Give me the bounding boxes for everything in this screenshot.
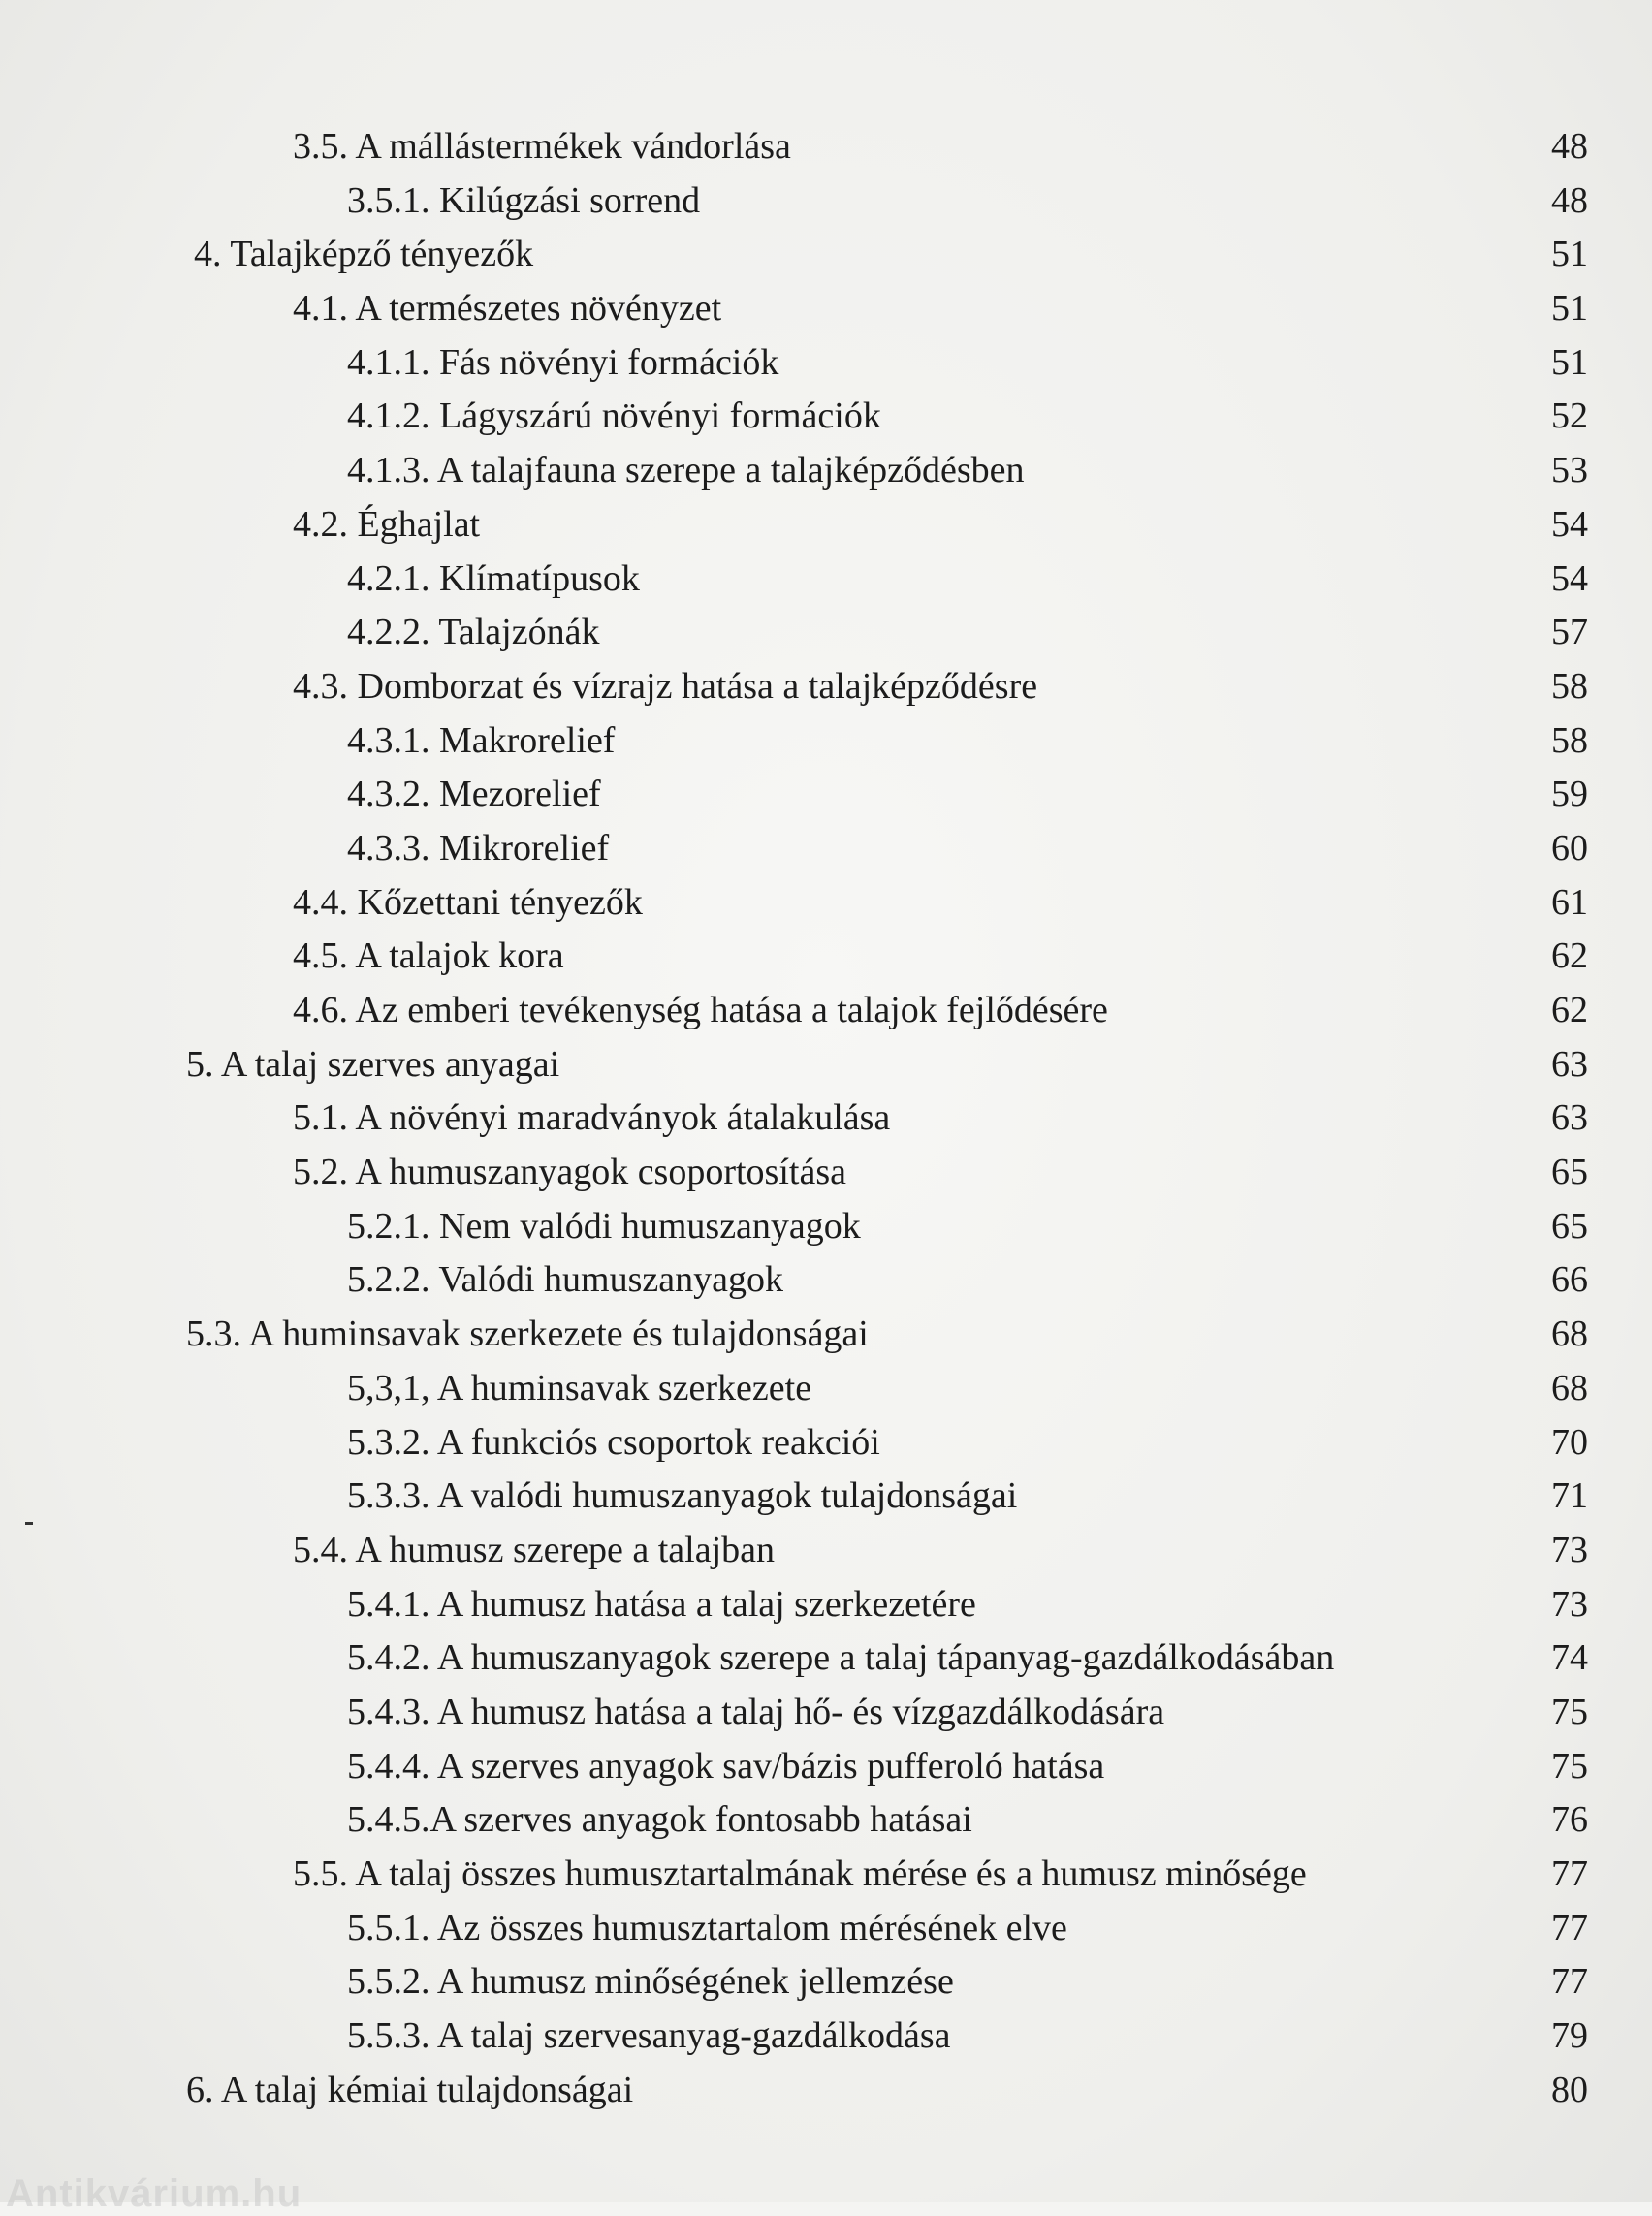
toc-entry [0, 984, 1652, 1038]
toc-entry [0, 553, 1652, 607]
toc-entry-page: 48 [1551, 179, 1588, 221]
toc-entry-page: 75 [1551, 1745, 1588, 1787]
toc-entry [0, 2010, 1652, 2064]
toc-entry [0, 1631, 1652, 1686]
toc-entry-page: 73 [1551, 1583, 1588, 1625]
toc-entry [0, 1524, 1652, 1578]
stray-mark [25, 1522, 33, 1525]
toc-entry-page: 65 [1551, 1205, 1588, 1247]
toc-entry-page: 62 [1551, 990, 1588, 1030]
toc-entry-title: 5,3,1, A huminsavak szerkezete [347, 1367, 812, 1409]
toc-entry-page: 77 [1551, 1907, 1588, 1948]
toc-entry-title: 4. Talajképző tényezők [194, 234, 534, 275]
toc-entry-page: 63 [1551, 1043, 1588, 1085]
toc-entry [0, 1470, 1652, 1524]
toc-entry-title: 5.3. A huminsavak szerkezete és tulajdonságai [186, 1314, 869, 1355]
toc-entry-title: 4.1.1. Fás növényi formációk [347, 341, 779, 383]
toc-entry [0, 120, 1652, 174]
toc-entry [0, 714, 1652, 769]
toc-entry [0, 1955, 1652, 2010]
toc-entry-page: 68 [1551, 1367, 1588, 1409]
toc-entry-page: 58 [1551, 719, 1588, 761]
toc-entry-page: 77 [1551, 1853, 1588, 1894]
toc-entry-page: 52 [1551, 396, 1588, 437]
toc-entry-page: 73 [1551, 1529, 1588, 1570]
toc-entry-page: 48 [1551, 126, 1588, 167]
toc-entry-title: 5.4.5.A szerves anyagok fontosabb hatásai [347, 1799, 972, 1841]
toc-entry [0, 660, 1652, 714]
toc-entry-page: 61 [1551, 881, 1588, 923]
toc-entry-title: 6. A talaj kémiai tulajdonságai [186, 2069, 634, 2110]
toc-entry [0, 876, 1652, 931]
toc-entry [0, 606, 1652, 660]
toc-entry-page: 74 [1551, 1637, 1588, 1679]
toc-entry [0, 2064, 1652, 2118]
toc-entry-page: 79 [1551, 2015, 1588, 2057]
toc-entry [0, 1902, 1652, 1956]
toc-entry-title: 5.4.4. A szerves anyagok sav/bázis pufferoló hatása [347, 1745, 1105, 1787]
toc-entry-page: 54 [1551, 557, 1588, 599]
toc-entry-page: 66 [1551, 1259, 1588, 1301]
toc-entry-page: 60 [1551, 827, 1588, 869]
toc-entry-page: 68 [1551, 1314, 1588, 1355]
toc-entry-page: 65 [1551, 1152, 1588, 1193]
toc-entry-title: 4.3. Domborzat és vízrajz hatása a talajképződésre [293, 665, 1038, 707]
toc-entry [0, 1308, 1652, 1362]
toc-entry-page: 75 [1551, 1691, 1588, 1732]
toc-entry-page: 58 [1551, 665, 1588, 707]
toc-entry-title: 5.4. A humusz szerepe a talajban [293, 1529, 776, 1570]
toc-entry-title: 4.1.3. A talajfauna szerepe a talajképződésben [347, 450, 1025, 491]
toc-entry-title: 5.4.1. A humusz hatása a talaj szerkezetére [347, 1583, 976, 1625]
toc-entry-title: 3.5. A mállástermékek vándorlása [293, 126, 791, 167]
toc-entry [0, 336, 1652, 391]
toc-entry-title: 5.4.3. A humusz hatása a talaj hő- és vízgazdálkodására [347, 1691, 1165, 1732]
toc-entry-page: 77 [1551, 1961, 1588, 2003]
toc-entry-title: 4.3.3. Mikrorelief [347, 827, 610, 869]
toc-entry-page: 51 [1551, 288, 1588, 330]
toc-entry [0, 1740, 1652, 1794]
toc-entry-title: 5.1. A növényi maradványok átalakulása [293, 1097, 891, 1139]
toc-entry-page: 59 [1551, 774, 1588, 815]
toc-entry [0, 822, 1652, 876]
toc-entry [0, 1200, 1652, 1254]
toc-entry-title: 5.5.3. A talaj szervesanyag-gazdálkodása [347, 2015, 951, 2057]
toc-entry-title: 5.5.2. A humusz minőségének jellemzése [347, 1961, 954, 2003]
toc-entry-page: 54 [1551, 503, 1588, 545]
toc-entry-title: 5.2. A humuszanyagok csoportosítása [293, 1152, 846, 1193]
toc-entry-title: 4.1. A természetes növényzet [293, 288, 722, 330]
toc-entry-title: 4.2.1. Klímatípusok [347, 557, 640, 599]
watermark: Antikvárium.hu [6, 2172, 302, 2215]
toc-entry [0, 1793, 1652, 1848]
toc-entry-page: 70 [1551, 1421, 1588, 1463]
toc-entry-title: 5. A talaj szerves anyagai [186, 1043, 560, 1085]
toc-entry [0, 1416, 1652, 1471]
toc-entry [0, 444, 1652, 498]
toc-entry [0, 282, 1652, 336]
toc-entry-page: 63 [1551, 1097, 1588, 1139]
toc-entry [0, 1092, 1652, 1146]
toc-entry-title: 4.4. Kőzettani tényezők [293, 881, 643, 923]
toc-entry [0, 1848, 1652, 1902]
toc-entry [0, 228, 1652, 282]
toc-entry-title: 5.4.2. A humuszanyagok szerepe a talaj tápanyag-gazdálkodásában [347, 1637, 1335, 1679]
toc-entry-title: 5.5.1. Az összes humusztartalom mérésének elve [347, 1907, 1067, 1948]
toc-entry-title: 4.3.2. Mezorelief [347, 774, 601, 815]
toc-entry-title: 4.1.2. Lágyszárú növényi formációk [347, 396, 881, 437]
toc-entry-title: 4.3.1. Makrorelief [347, 719, 616, 761]
table-of-contents [0, 120, 1652, 2117]
toc-entry-page: 76 [1551, 1799, 1588, 1841]
toc-entry-page: 51 [1551, 234, 1588, 275]
toc-entry-title: 4.2.2. Talajzónák [347, 612, 600, 653]
toc-entry-title: 5.5. A talaj összes humusztartalmának mérése és a humusz minősége [293, 1853, 1307, 1894]
toc-entry [0, 1578, 1652, 1632]
toc-entry [0, 768, 1652, 822]
toc-entry [0, 1253, 1652, 1308]
toc-entry-title: 5.2.2. Valódi humuszanyagok [347, 1259, 783, 1301]
toc-entry-page: 53 [1551, 450, 1588, 491]
toc-entry-title: 3.5.1. Kilúgzási sorrend [347, 179, 701, 221]
toc-entry-title: 4.6. Az emberi tevékenység hatása a talajok fejlődésére [293, 990, 1108, 1030]
toc-entry [0, 174, 1652, 229]
toc-entry [0, 930, 1652, 984]
toc-entry-title: 5.3.3. A valódi humuszanyagok tulajdonságai [347, 1475, 1018, 1517]
toc-entry-page: 80 [1551, 2069, 1588, 2110]
toc-entry [0, 1146, 1652, 1200]
toc-entry [0, 1038, 1652, 1092]
toc-entry [0, 1362, 1652, 1416]
toc-entry-title: 4.5. A talajok kora [293, 935, 564, 977]
toc-entry-page: 62 [1551, 935, 1588, 977]
toc-entry-page: 57 [1551, 612, 1588, 653]
toc-entry-page: 71 [1551, 1475, 1588, 1517]
toc-entry-page: 51 [1551, 341, 1588, 383]
toc-entry [0, 390, 1652, 444]
toc-entry [0, 498, 1652, 553]
toc-entry-title: 5.3.2. A funkciós csoportok reakciói [347, 1421, 880, 1463]
toc-entry [0, 1686, 1652, 1740]
toc-entry-title: 5.2.1. Nem valódi humuszanyagok [347, 1205, 861, 1247]
toc-entry-title: 4.2. Éghajlat [293, 503, 481, 545]
